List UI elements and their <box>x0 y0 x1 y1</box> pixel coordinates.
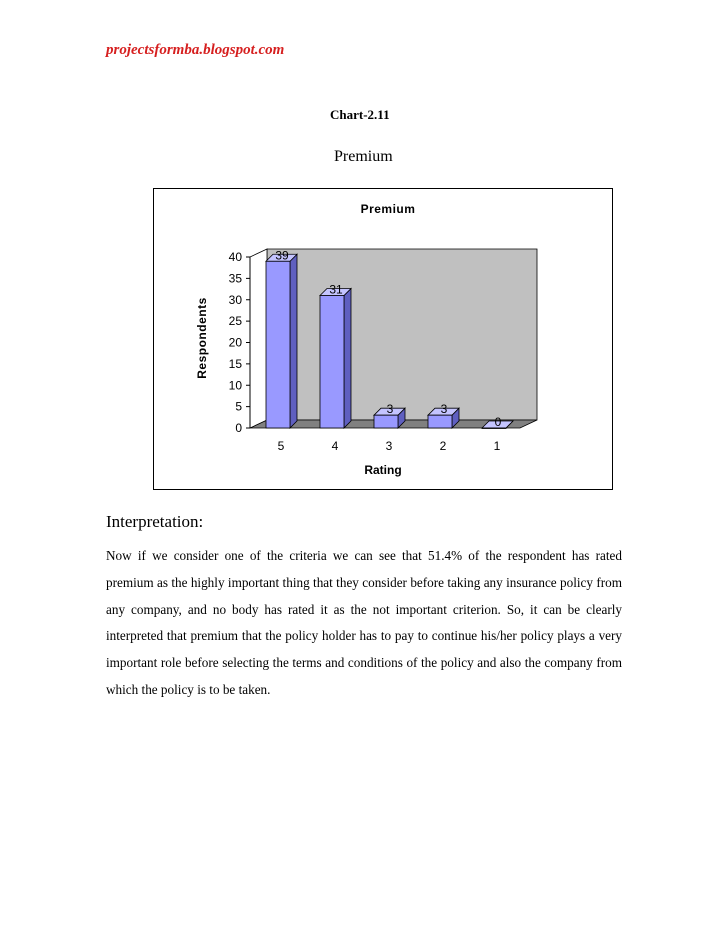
site-link[interactable]: projectsformba.blogspot.com <box>106 42 285 58</box>
bar-chart <box>154 189 612 489</box>
x-tick-label: 5 <box>277 439 285 453</box>
bar-side <box>290 254 297 428</box>
chart-frame <box>153 188 613 490</box>
y-tick-label: 5 <box>235 399 242 414</box>
chart-title: Premium <box>360 202 416 216</box>
bar <box>428 415 452 428</box>
x-tick-label: 4 <box>331 439 339 453</box>
data-label: 0 <box>494 415 502 429</box>
chart-side-wall <box>250 249 267 428</box>
bar-side <box>344 288 351 428</box>
chart-heading: Premium <box>334 148 393 165</box>
y-axis-label: Respondents <box>195 297 209 379</box>
y-tick-label: 25 <box>228 314 242 329</box>
y-tick-label: 35 <box>228 271 242 286</box>
interpretation-heading: Interpretation: <box>106 512 204 531</box>
y-tick-label: 20 <box>228 335 242 350</box>
y-tick-label: 40 <box>228 250 242 264</box>
chart-back-wall <box>267 249 537 420</box>
data-label: 31 <box>329 282 343 297</box>
y-tick-label: 15 <box>228 356 242 371</box>
y-tick-label: 0 <box>235 421 242 435</box>
bar <box>266 261 290 428</box>
bar <box>320 295 344 428</box>
y-tick-label: 10 <box>228 378 242 393</box>
data-label: 39 <box>275 248 289 263</box>
data-label: 3 <box>440 402 448 417</box>
x-tick-label: 2 <box>439 439 447 453</box>
data-label: 3 <box>386 402 394 417</box>
x-axis-label: Rating <box>364 463 402 477</box>
bar <box>374 415 398 428</box>
chart-number: Chart-2.11 <box>330 107 390 122</box>
interpretation-text: Now if we consider one of the criteria we can see that 51.4% of the respondent has rated premium as the highly important thing that they consider before taking any insurance policy from any company, and no body has rated it as the not important criterion. So, it can be clearly interpreted that premium that the policy holder has to pay to continue his/her policy plays a very important role before selecting the terms and conditions of the policy and also the company from which the policy is to be taken. <box>106 548 622 697</box>
x-tick-label: 1 <box>493 439 501 453</box>
y-tick-label: 30 <box>228 292 242 307</box>
x-tick-label: 3 <box>385 439 393 453</box>
